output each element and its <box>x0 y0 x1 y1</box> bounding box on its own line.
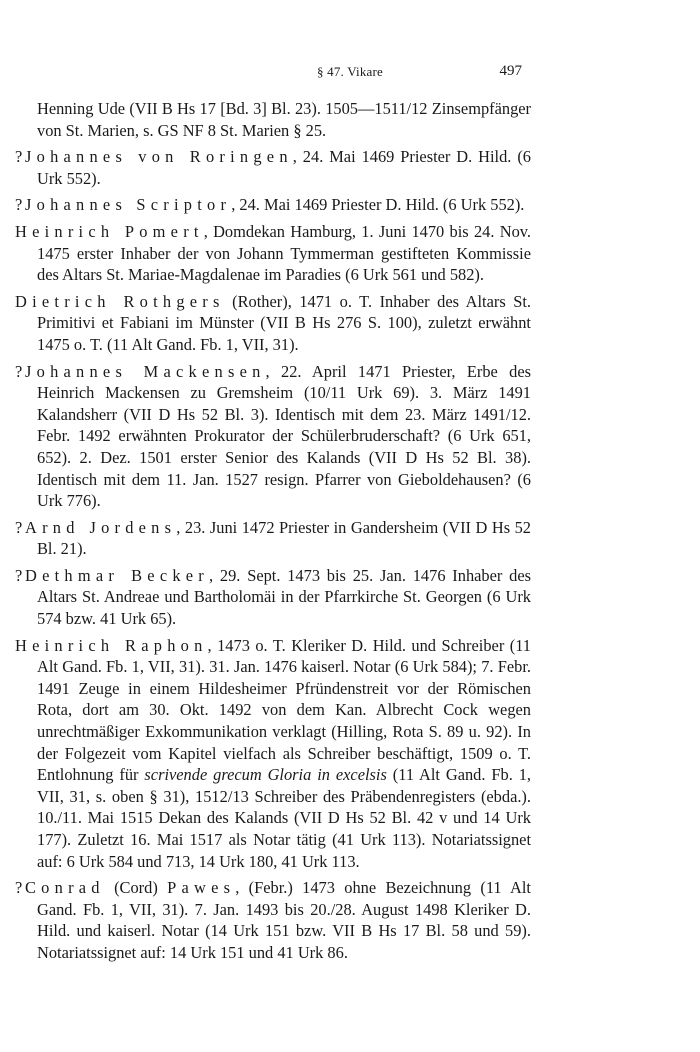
entry-heinrich-pomert <box>15 221 531 286</box>
entry-text: , 24. Mai 1469 Priester D. Hild. (6 Urk 552). <box>231 195 525 215</box>
entry-name: Heinrich Pomert <box>15 221 204 241</box>
entry-text-after: (11 Alt Gand. Fb. 1, VII, 31, s. oben § 31), 1512/13 Schreiber des Präbendenregisters (ebda.). 10./11. Mai 1515 Dekan des Kalands (VII D Hs 52 Bl. 42 v und 14 Urk 177). Zuletzt 16. Mai 1517 als Notar tätig (41 Urk 113). Notariatssignet auf: 6 Urk 584 und 713, 14 Urk 180, 41 Urk 113. <box>37 765 531 871</box>
entry-name-surname: Pawes <box>167 878 236 898</box>
entry-text: , 22. April 1471 Priester, Erbe des Heinrich Mackensen zu Gremsheim (10/11 Urk 69). 3. März 1491 Kalandsherr (VII D Hs 52 Bl. 3). Identisch mit dem 23. März 1491/12. Febr. 1492 erwähnten Prokurator der Schülerbruderschaft? (6 Urk 651, 652). 2. Dez. 1501 erster Senior des Kalands (VII D Hs 52 Bl. 38). Identisch mit dem 11. Jan. 1527 resign. Pfarrer von Gieboldehausen? (6 Urk 776). <box>37 361 531 511</box>
entry-henning-ude <box>15 98 531 141</box>
entry-name: Arnd Jordens <box>25 517 177 537</box>
entry-heinrich-raphon <box>15 635 531 873</box>
entry-text: , 24. Mai 1469 Priester D. Hild. (6 Urk 552). <box>37 147 531 188</box>
entry-johannes-von-roringen <box>15 146 531 189</box>
uncertain-mark: ? <box>15 147 23 167</box>
entry-text: , 23. Juni 1472 Priester in Gandersheim (VII D Hs 52 Bl. 21). <box>37 517 531 559</box>
entry-name: Conrad <box>25 878 105 898</box>
entry-text: , Domdekan Hamburg, 1. Juni 1470 bis 24. Nov. 1475 erster Inhaber der von Johann Tymmerman gestifteten Kommissie des Altars St. Mariae-Magdalenae im Paradies (6 Urk 561 und 582). <box>37 221 531 285</box>
entry-conrad-pawes <box>15 877 531 963</box>
running-head: § 47. Vikare <box>316 64 383 79</box>
entry-johannes-scriptor <box>15 194 531 216</box>
page-body <box>15 98 531 969</box>
entry-arnd-jordens <box>15 517 531 560</box>
entry-name: Heinrich Raphon <box>15 635 208 655</box>
entry-text: (Rother), 1471 o. T. Inhaber des Altars St. Primitivi et Fabiani im Münster (VII B Hs 276 S. 100), zuletzt erwähnt 1475 o. T. (11 Alt Gand. Fb. 1, VII, 31). <box>37 291 531 354</box>
uncertain-mark: ? <box>15 565 23 585</box>
entry-dietrich-rothgers <box>15 291 531 356</box>
uncertain-mark: ? <box>15 195 23 215</box>
entry-italic-quote: scrivende grecum Gloria in excelsis <box>144 765 387 785</box>
entry-name: Dethmar Becker <box>25 565 210 585</box>
entry-name: Johannes Scriptor <box>25 195 232 215</box>
entry-dethmar-becker <box>15 565 531 630</box>
entry-name: Johannes Mackensen <box>25 361 266 381</box>
entry-text: , (Febr.) 1473 ohne Bezeichnung (11 Alt Gand. Fb. 1, VII, 31). 7. Jan. 1493 bis 20./28. August 1498 Kleriker D. Hild. und kaiserl. Notar (14 Urk 151 bzw. VII B Hs 17 Bl. 58 und 59). Notariatssignet auf: 14 Urk 151 und 41 Urk 86. <box>37 878 531 962</box>
entry-text: , 29. Sept. 1473 bis 25. Jan. 1476 Inhaber des Altars St. Andreae und Bartholomäi in der Pfarrkirche St. Georgen (6 Urk 574 bzw. 41 Urk 65). <box>37 565 532 629</box>
entry-johannes-mackensen <box>15 361 531 512</box>
page-number: 497 <box>499 63 522 79</box>
entry-text: Henning Ude (VII B Hs 17 [Bd. 3] Bl. 23). 1505—1511/12 Zinsempfänger von St. Marien, s. GS NF 8 St. Marien § 25. <box>37 99 531 140</box>
entry-name: Dietrich Rothgers <box>15 291 225 311</box>
entry-name: Johannes von Roringen <box>25 147 293 167</box>
entry-name-variant: (Cord) <box>104 878 168 898</box>
uncertain-mark: ? <box>15 878 23 898</box>
entry-text: , 1473 o. T. Kleriker D. Hild. und Schreiber (11 Alt Gand. Fb. 1, VII, 31). 31. Jan. 1476 kaiserl. Notar (6 Urk 584); 7. Febr. 1491 Zeuge in einem Hildesheimer Pfründenstreit vor der Römischen Rota, dort am 30. Okt. 1492 von dem Kan. Albrecht Cock wegen unrechtmäßiger Exkommunikation verklagt (Hilling, Rota S. 89 u. 92). In der Folgezeit vom Kapitel vielfach als Schreiber beschäftigt, 1509 o. T. Entlohnung für <box>37 635 531 785</box>
uncertain-mark: ? <box>15 517 23 537</box>
page-header <box>0 64 700 84</box>
uncertain-mark: ? <box>15 361 23 381</box>
